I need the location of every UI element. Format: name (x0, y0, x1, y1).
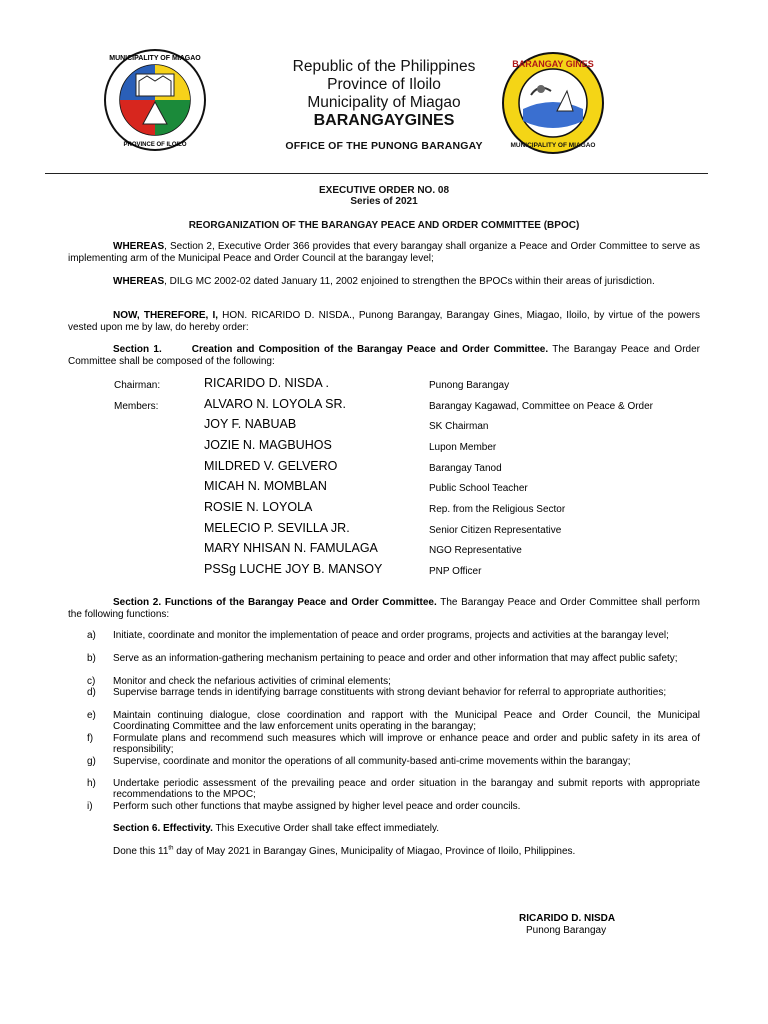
section-1-label: Section 1. (113, 344, 162, 355)
section-6-heading: Section 6. Effectivity. (113, 823, 213, 834)
whereas-paragraph-2 (68, 276, 700, 288)
section-1-paragraph (68, 344, 700, 367)
member-name: MARY NHISAN N. FAMULAGA (204, 541, 378, 555)
member-name: ALVARO N. LOYOLA SR. (204, 397, 346, 411)
member-name: MELECIO P. SEVILLA JR. (204, 521, 350, 535)
function-letter: e) (87, 710, 96, 721)
done-ordinal: th (168, 845, 174, 852)
province-line: Province of Iloilo (327, 76, 441, 93)
committee-row (0, 541, 768, 561)
function-item (87, 630, 700, 641)
office-line: OFFICE OF THE PUNONG BARANGAY (285, 140, 483, 152)
member-position: Senior Citizen Representative (429, 525, 562, 536)
section-6-text: This Executive Order shall take effect immediately. (212, 823, 440, 834)
section-2-heading: Section 2. Functions of the Barangay Peace and Order Committee. (113, 597, 437, 608)
whereas-lead: WHEREAS (113, 241, 165, 252)
function-letter: a) (87, 630, 96, 641)
function-text: Monitor and check the nefarious activities of criminal elements; (113, 676, 391, 687)
function-item (87, 653, 700, 664)
function-item (87, 801, 700, 812)
function-letter: i) (87, 801, 93, 812)
member-position: NGO Representative (429, 545, 522, 556)
committee-row (0, 521, 768, 541)
function-item (87, 733, 700, 756)
whereas-text: , DILG MC 2002-02 dated January 11, 2002 enjoined to strengthen the BPOCs within their areas of jurisdiction. (164, 276, 655, 287)
committee-row (0, 459, 768, 479)
member-name: JOY F. NABUAB (204, 417, 297, 431)
member-name: JOZIE N. MAGBUHOS (204, 438, 332, 452)
municipality-line: Municipality of Miagao (307, 94, 461, 111)
done-text-rest: day of May 2021 in Barangay Gines, Municipality of Miagao, Province of Iloilo, Philippines. (173, 846, 576, 857)
now-therefore-paragraph (68, 310, 700, 333)
committee-row (0, 500, 768, 520)
barangay-line: BARANGAYGINES (313, 112, 455, 129)
done-text: Done this 11 (113, 846, 169, 857)
function-item (87, 676, 700, 687)
done-paragraph (113, 846, 700, 858)
member-position: PNP Officer (429, 566, 482, 577)
function-text: Maintain continuing dialogue, close coordination and rapport with the Municipal Peace and Order Council, the Municipal Coordinating Committee and the law enforcement units operating in the barangay; (113, 710, 700, 733)
now-therefore-lead: NOW, THEREFORE, I, (113, 310, 219, 321)
order-title: REORGANIZATION OF THE BARANGAY PEACE AND ORDER COMMITTEE (BPOC) (188, 220, 580, 231)
section-1-heading: Creation and Composition of the Barangay Peace and Order Committee. (191, 344, 549, 355)
function-letter: h) (87, 778, 96, 789)
section-6-paragraph (113, 823, 700, 835)
signatory-name: RICARIDO D. NISDA (519, 913, 616, 924)
function-letter: b) (87, 653, 96, 664)
svg-text:PROVINCE OF ILOILO: PROVINCE OF ILOILO (123, 142, 187, 148)
member-name: RICARIDO D. NISDA . (204, 376, 330, 390)
member-position: Rep. from the Religious Sector (429, 504, 566, 515)
member-position: SK Chairman (429, 421, 489, 432)
function-letter: f) (87, 733, 94, 744)
function-text: Supervise, coordinate and monitor the operations of all community-based anti-crime movements within the barangay; (113, 756, 631, 767)
function-item (87, 687, 700, 698)
svg-text:MUNICIPALITY OF MIAGAO: MUNICIPALITY OF MIAGAO (510, 142, 596, 149)
function-text: Initiate, coordinate and monitor the implementation of peace and order programs, projects and activities at the barangay level; (113, 630, 669, 641)
member-position: Barangay Tanod (429, 463, 502, 474)
svg-text:MUNICIPALITY OF MIAGAO: MUNICIPALITY OF MIAGAO (109, 55, 201, 62)
function-item (87, 756, 700, 767)
committee-row (0, 479, 768, 499)
committee-row (0, 397, 768, 417)
member-name: MICAH N. MOMBLAN (204, 479, 327, 493)
now-therefore-text: HON. RICARIDO D. NISDA., Punong Barangay, Barangay Gines, Miagao, Iloilo, by virtue of the powers vested upon me by law, do hereby order: (68, 310, 700, 333)
whereas-paragraph-1 (68, 241, 700, 264)
committee-row (0, 562, 768, 582)
section-1-text: The Barangay Peace and Order Committee shall be composed of the following: (68, 344, 700, 367)
whereas-lead: WHEREAS (113, 276, 165, 287)
function-item (87, 710, 700, 733)
function-text: Serve as an information-gathering mechanism pertaining to peace and order and other information that may affect public safety; (113, 653, 678, 664)
function-letter: d) (87, 687, 96, 698)
member-position: Barangay Kagawad, Committee on Peace & Order (429, 401, 654, 412)
committee-row (0, 417, 768, 437)
header-divider (45, 173, 708, 174)
order-series: Series of 2021 (350, 196, 418, 207)
member-position: Public School Teacher (429, 483, 528, 494)
committee-row (0, 438, 768, 458)
committee-role: Chairman: (114, 380, 161, 391)
function-item (87, 778, 700, 801)
committee-role: Members: (114, 401, 159, 412)
member-name: PSSg LUCHE JOY B. MANSOY (204, 562, 383, 576)
member-name: ROSIE N. LOYOLA (204, 500, 313, 514)
committee-row (0, 376, 768, 396)
whereas-text: , Section 2, Executive Order 366 provides that every barangay shall organize a Peace and Order Committee to serve as implementing arm of the Municipal Peace and Order Council at the barangay level; (68, 241, 700, 264)
function-letter: c) (87, 676, 96, 687)
country-line: Republic of the Philippines (292, 58, 476, 75)
section-2-paragraph (68, 597, 700, 620)
member-position: Punong Barangay (429, 380, 510, 391)
svg-text:BARANGAY GINES: BARANGAY GINES (512, 59, 594, 69)
member-name: MILDRED V. GELVERO (204, 459, 338, 473)
function-text: Undertake periodic assessment of the prevailing peace and order situation in the barangay and submit reports with appropriate recommendations to the MPOC; (113, 778, 700, 801)
function-text: Formulate plans and recommend such measures which will improve or enhance peace and order and public safety in its area of responsibility; (113, 733, 700, 756)
member-position: Lupon Member (429, 442, 497, 453)
function-letter: g) (87, 756, 96, 767)
signatory-title: Punong Barangay (526, 925, 607, 936)
order-number: EXECUTIVE ORDER NO. 08 (318, 185, 450, 196)
function-text: Supervise barrage tends in identifying barrage constituents with strong deviant behavior for referral to appropriate authorities; (113, 687, 667, 698)
function-text: Perform such other functions that maybe assigned by higher level peace and order councils. (113, 801, 521, 812)
section-2-text: The Barangay Peace and Order Committee shall perform the following functions: (68, 597, 700, 620)
